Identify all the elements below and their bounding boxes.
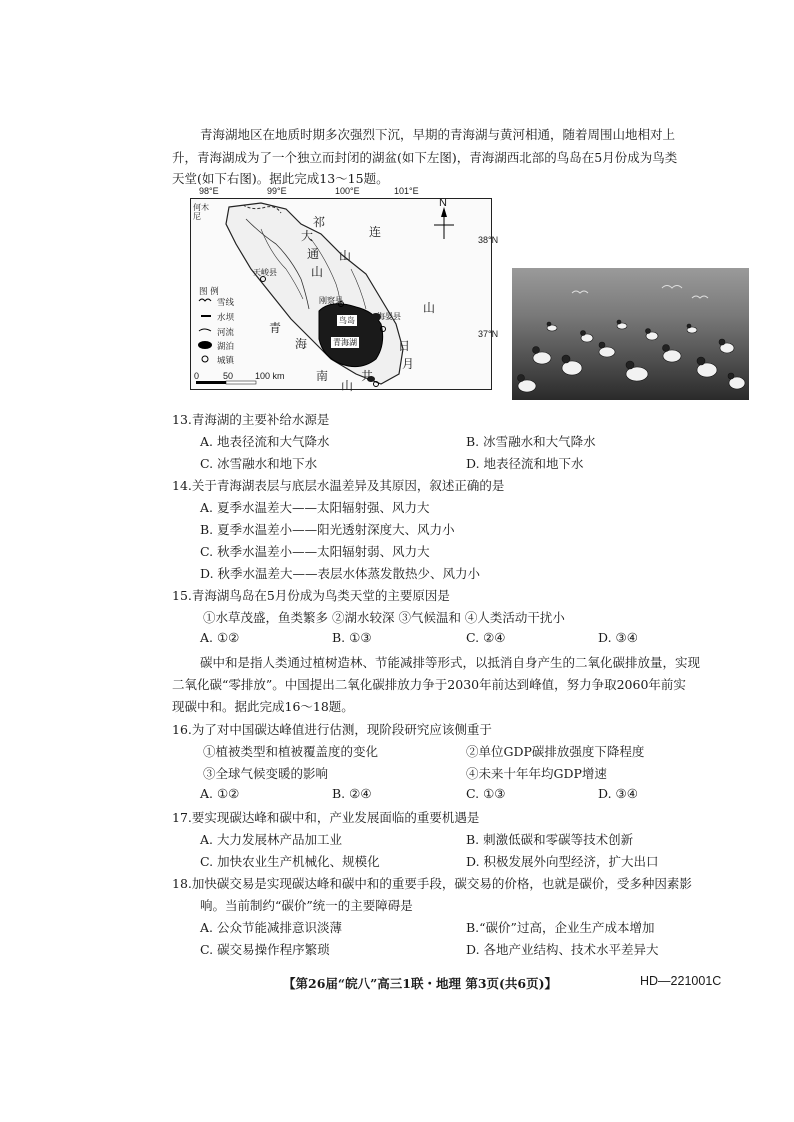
label-lian: 连 — [369, 225, 382, 239]
legend-item-town: 城镇 — [217, 356, 235, 366]
scale-label-100: 100 km — [255, 371, 285, 381]
label-yue: 月 — [402, 357, 415, 371]
label-gangcha: 刚察县 — [319, 296, 343, 305]
q13-stem: 13.青海湖的主要补给水源是 — [172, 412, 330, 427]
intro2-line3: 现碳中和。据此完成16～18题。 — [172, 699, 354, 714]
q13-option-b: B. 冰雪融水和大气降水 — [466, 434, 596, 449]
legend-item-lake: 湖泊 — [217, 342, 235, 352]
legend-item-snowline: 雪线 — [217, 298, 235, 308]
lat-tick-37: 37°N — [478, 329, 499, 339]
q16-item-3: ③全球气候变暖的影响 — [203, 766, 329, 781]
label-tianjun: 天峻县 — [253, 268, 277, 277]
legend-lake-symbol — [198, 341, 212, 349]
legend-river-symbol — [199, 329, 211, 331]
q17-stem: 17.要实现碳达峰和碳中和，产业发展面临的重要机遇是 — [172, 810, 480, 825]
label-qing: 青 — [269, 321, 282, 335]
north-label: N — [439, 197, 447, 209]
legend-town-symbol — [202, 356, 208, 362]
q16-option-b: B. ②④ — [332, 786, 372, 801]
q14-option-d: D. 秋季水温差大——表层水体蒸发散热少、风力小 — [200, 566, 481, 581]
map-drawing — [191, 199, 491, 389]
label-lake-name: 青海湖 — [333, 338, 357, 347]
q17-option-b: B. 刺激低碳和零碳等技术创新 — [466, 832, 634, 847]
q16-option-c: C. ①③ — [466, 786, 506, 801]
label-shan2: 山 — [423, 301, 436, 315]
lat-tick-38: 38°N — [478, 235, 499, 245]
label-qi: 祁 — [313, 215, 326, 229]
lon-tick-99: 99°E — [267, 186, 287, 196]
q15-option-c: C. ②④ — [466, 630, 506, 645]
q17-option-a: A. 大力发展林产品加工业 — [200, 832, 342, 847]
q18-option-d: D. 各地产业结构、技术水平差异大 — [466, 942, 659, 957]
q15-items: ①水草茂盛，鱼类繁多 ②湖水较深 ③气候温和 ④人类活动干扰小 — [203, 610, 565, 625]
q16-option-a: A. ①② — [200, 786, 240, 801]
intro1-line1: 青海湖地区在地质时期多次强烈下沉，早期的青海湖与黄河相通，随着周围山地相对上 — [200, 127, 676, 142]
q18-stem-line1: 18.加快碳交易是实现碳达峰和碳中和的重要手段，碳交易的价格，也就是碳价，受多种因素影 — [172, 876, 692, 891]
q15-option-a: A. ①② — [200, 630, 240, 645]
q14-option-c: C. 秋季水温差小——太阳辐射弱、风力大 — [200, 544, 430, 559]
label-ri: 日 — [398, 339, 411, 353]
q15-option-d: D. ③④ — [598, 630, 638, 645]
bird-island-photo — [512, 268, 749, 400]
label-shan3: 山 — [311, 265, 324, 279]
q14-stem: 14.关于青海湖表层与底层水温差异及其原因，叙述正确的是 — [172, 478, 505, 493]
q15-option-b: B. ①③ — [332, 630, 372, 645]
legend-item-river: 河流 — [217, 328, 235, 338]
q18-option-a: A. 公众节能减排意识淡薄 — [200, 920, 342, 935]
legend-item-dam: 水坝 — [217, 313, 235, 323]
q13-option-d: D. 地表径流和地下水 — [466, 456, 584, 471]
qinghai-lake-map — [190, 186, 499, 393]
legend-title: 图 例 — [199, 287, 219, 297]
label-hai: 海 — [295, 337, 308, 351]
q13-option-c: C. 冰雪融水和地下水 — [200, 456, 318, 471]
exam-code: HD—221001C — [640, 974, 722, 988]
lon-tick-100: 100°E — [335, 186, 360, 196]
label-gong: 共 — [361, 369, 374, 383]
q16-option-d: D. ③④ — [598, 786, 638, 801]
scale-label-0: 0 — [194, 371, 200, 381]
q14-option-b: B. 夏季水温差小——阳光透射深度大、风力小 — [200, 522, 455, 537]
label-nan: 南 — [316, 369, 329, 383]
q18-option-b: B.“碳价”过高，企业生产成本增加 — [466, 920, 655, 935]
label-niaodao: 鸟岛 — [339, 316, 355, 325]
label-da: 大 — [301, 229, 314, 243]
intro2-line1: 碳中和是指人类通过植树造林、节能减排等形式，以抵消自身产生的二氧化碳排放量，实现 — [200, 655, 701, 670]
q16-stem: 16.为了对中国碳达峰值进行估测，现阶段研究应该侧重于 — [172, 722, 492, 737]
label-kehe: 何木尼 — [193, 203, 209, 221]
intro2-line2: 二氧化碳“零排放”。中国提出二氧化碳排放力争于2030年前达到峰值，努力争取2060年前实 — [172, 677, 686, 692]
bird-photo-drawing — [512, 268, 749, 400]
q16-item-2: ②单位GDP碳排放强度下降程度 — [466, 744, 645, 759]
q16-item-1: ①植被类型和植被覆盖度的变化 — [203, 744, 379, 759]
q14-option-a: A. 夏季水温差大——太阳辐射强、风力大 — [200, 500, 430, 515]
intro1-line3: 天堂(如下右图)。据此完成13～15题。 — [172, 171, 389, 186]
label-shan4: 山 — [341, 379, 354, 393]
legend-snowline-symbol — [199, 299, 211, 301]
q18-option-c: C. 碳交易操作程序繁琐 — [200, 942, 330, 957]
scale-label-50: 50 — [223, 371, 234, 381]
q13-option-a: A. 地表径流和大气降水 — [200, 434, 330, 449]
q17-option-d: D. 积极发展外向型经济，扩大出口 — [466, 854, 659, 869]
q17-option-c: C. 加快农业生产机械化、规模化 — [200, 854, 380, 869]
q15-stem: 15.青海湖鸟岛在5月份成为鸟类天堂的主要原因是 — [172, 588, 450, 603]
page-footer: 【第26届“皖八”高三1联・地理 第3页(共6页)】 — [283, 976, 558, 991]
q16-item-4: ④未来十年年均GDP增速 — [466, 766, 607, 781]
label-shan1: 山 — [339, 249, 352, 263]
scale-bar-seg2 — [226, 381, 256, 384]
lon-tick-98: 98°E — [199, 186, 219, 196]
q18-stem-line2: 响。当前制约“碳价”统一的主要障碍是 — [200, 898, 413, 913]
photo-background — [512, 268, 749, 400]
scale-bar-seg1 — [196, 381, 226, 384]
label-tong: 通 — [307, 247, 320, 261]
lon-tick-101: 101°E — [394, 186, 419, 196]
intro1-line2: 升，青海湖成为了一个独立而封闭的湖盆(如下左图)，青海湖西北部的鸟岛在5月份成为鸟类 — [172, 150, 678, 165]
label-haiyan: 海晏县 — [377, 312, 401, 321]
